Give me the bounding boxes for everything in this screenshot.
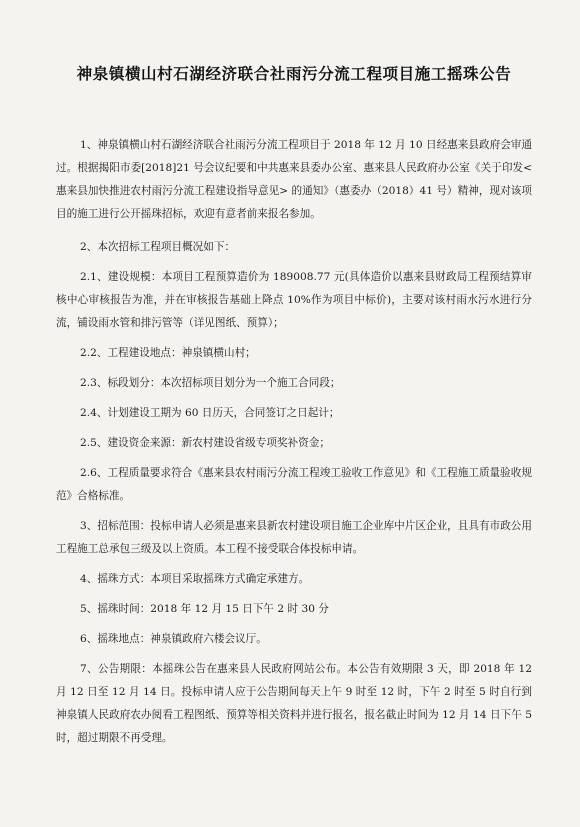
- paragraph-3: 3、招标范围：投标申请人必须是惠来县新农村建设项目施工企业库中片区企业，且具有市政公用工程施工总承包三级及以上资质。本工程不接受联合体投标申请。: [56, 520, 532, 555]
- paragraph-4: 4、摇珠方式：本项目采取摇珠方式确定承建方。: [80, 573, 310, 585]
- paragraph-6: 6、摇珠地点：神泉镇政府六楼会议厅。: [80, 633, 267, 645]
- paragraph-5: 5、摇珠时间：2018 年 12 月 15 日下午 2 时 30 分: [80, 603, 329, 615]
- paragraph-2-2: 2.2、工程建设地点：神泉镇横山村；: [80, 347, 256, 359]
- paragraph-2-1: 2.1、建设规模：本项目工程预算造价为 189008.77 元(具体造价以惠来县财政局工程预结算审核中心审核报告为准，并在审核报告基础上降点 10%作为项目中标价)，主要对该村雨水污水进行分流，铺设雨水管和排污管等（详见图纸、预算）；: [56, 271, 532, 329]
- paragraph-2-6: 2.6、工程质量要求符合《惠来县农村雨污分流工程竣工验收工作意见》和《工程施工质量验收规范》合格标准。: [56, 467, 532, 502]
- paragraph-2-3: 2.3、标段划分：本次招标项目划分为一个施工合同段；: [80, 377, 341, 389]
- paragraph-2-5: 2.5、建设资金来源：新农村建设省级专项奖补资金；: [80, 437, 330, 449]
- paragraph-7: 7、公告期限：本摇珠公告在惠来县人民政府网站公布。本公告有效期限 3 天，即 2018 年 12 月 12 日至 12 月 14 日。投标申请人应于公告期间每天上午 9 时至 12 时，下午 2 时至 5 时自行到神泉镇人民政府农办阅看工程图纸、预算等相关资料并进行报名，报名截止时间为 12 月 14 日下午 5 时，超过期限不再受理。: [56, 663, 532, 744]
- paragraph-1: 1、神泉镇横山村石湖经济联合社雨污分流工程项目于 2018 年 12 月 10 日经惠来县政府会审通过。根据揭阳市委[2018]21 号会议纪要和中共惠来县委办公室、惠来县人民政府办公室《关于印发<惠来县加快推进农村雨污分流工程建设指导意见> 的通知》（惠委办（2018）41 号）精神，现对该项目的施工进行公开摇珠招标，欢迎有意者前来报名参加。: [56, 139, 532, 220]
- paragraph-2-4: 2.4、计划建设工期为 60 日历天，合同签订之日起计；: [80, 407, 340, 419]
- page-title: 神泉镇横山村石湖经济联合社雨污分流工程项目施工摇珠公告: [76, 64, 512, 83]
- paragraph-2: 2、本次招标工程项目概况如下：: [80, 241, 236, 253]
